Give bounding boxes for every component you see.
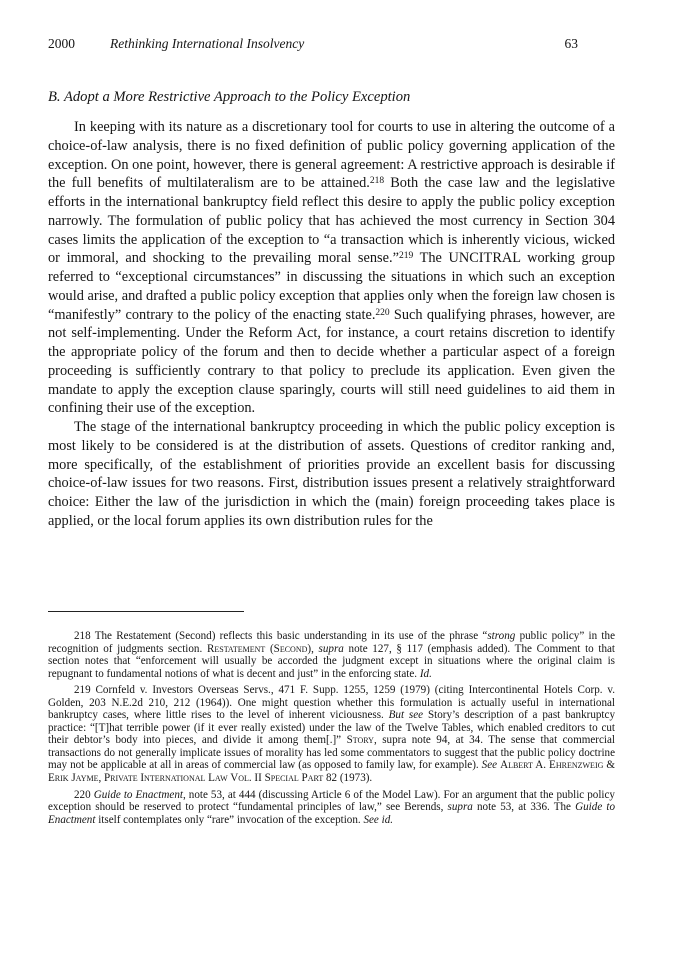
footnote-number: 219 (74, 684, 91, 697)
footnote-text: Cornfeld v. Investors Overseas Servs., 471 F. Supp. 1255, 1259 (1979) (citing Intercontinental Hotels Corp. v. Golden, 203 N.E.2d 210, 212 (1964)). One might question whether this formulation is actually useful in international bankruptcy cases, where little rises to the level of inherent viciousness. (48, 684, 615, 722)
footnote-text: See id. (363, 813, 394, 826)
footnote-219 (48, 684, 615, 784)
section-heading: B. Adopt a More Restrictive Approach to the Policy Exception (48, 89, 411, 105)
footnote-text: , supra note 94, at 34. The sense that commercial transactions do not generally implicate issues of morality has led some commentators to suggest that the public policy doctrine may not be applicable at all in areas of commercial law (as opposed to family law, for example). (48, 734, 615, 772)
body-paragraph-2: The stage of the international bankruptcy proceeding in which the public policy exception is most likely to be considered is at the distribution of assets. Questions of creditor ranking and, more specifically, of the establishment of priorities provide an excellent basis for discussing choice-of-law issues for two reasons. First, distribution issues present a relatively straightforward choice: Either the law of the jurisdiction in which the (main) foreign proceeding takes place is applied, or the local forum applies its own distribution rules for the (48, 419, 615, 529)
footnote-text: See (481, 759, 498, 772)
footnote-citation: Restatement (Second) (206, 642, 312, 655)
footnote-text: 82 (1973). (323, 772, 373, 785)
footnote-text: , (311, 642, 319, 655)
footnote-text: Guide to Enactment (93, 788, 183, 801)
footnote-218 (48, 630, 615, 680)
p1-text-c: The UNCITRAL working group referred to “exceptional circumstances” in discussing the situations in which such an exception would arise, and drafted a public policy exception that applies only when the foreign law chosen is “manifestly” contrary to the policy of the enacting state. (48, 250, 615, 323)
footnote-ref-218: 218 (369, 176, 385, 187)
p1-text-a: In keeping with its nature as a discretionary tool for courts to use in altering the outcome of a choice-of-law analysis, there is no fixed definition of public policy governing application of the exception. On one point, however, there is general agreement: A restrictive approach is desirable if the full benefits of multilateralism are to be attained. (48, 119, 615, 192)
footnote-text: supra (318, 642, 344, 655)
footnote-text: Story’s description of a past bankruptcy practice: “[T]hat terrible power (if it ever really existed) under the law of the Twelve Tables, which enabled creditors to cut their debtor’s body into pieces, and divide it among them[.]” (48, 709, 615, 747)
footnote-ref-219: 219 (398, 251, 414, 262)
footnote-separator (48, 611, 244, 612)
footnote-text: note 127, § 117 (emphasis added). The Comment to that section notes that “enforcement will usually be accorded the judgment except in situations where the original claim is repugnant to fundamental notions of what is decent and just” in the enforcing state. (48, 642, 616, 680)
footnote-text: note 53, at 336. The (472, 801, 576, 814)
footnotes (48, 630, 615, 830)
body-paragraph-1 (48, 118, 615, 418)
header-journal-title: Rethinking International Insolvency (110, 36, 305, 51)
footnote-text: supra (447, 801, 473, 814)
footnote-text: The Restatement (Second) reflects this basic understanding in its use of the phrase “ (90, 630, 488, 642)
footnote-number: 220 (74, 788, 91, 801)
footnote-220 (48, 789, 615, 827)
footnote-citation: Albert A. Ehrenzweig & Erik Jayme, Private International Law Vol. II Special Part (48, 759, 615, 785)
footnote-ref-220: 220 (375, 307, 390, 318)
footnote-text: public policy” in the recognition of judgments section. (48, 630, 615, 655)
footnote-text: itself contemplates only “rare” invocation of the exception. (95, 813, 364, 826)
header-page-number: 63 (564, 36, 578, 51)
body-text (48, 118, 615, 531)
running-header (48, 36, 640, 56)
footnote-text: But see (388, 709, 424, 722)
footnote-citation: Story (346, 734, 374, 747)
header-year: 2000 (48, 36, 75, 51)
p1-text-b: Both the case law and the legislative efforts in the international bankruptcy field reflect this desire to apply the public policy exception narrowly. The formulation of public policy that has achieved the most currency in Section 304 cases limits the application of the exception to “a transaction which is inherently vicious, wicked or immoral, and shocking to the prevailing moral sense.” (48, 175, 615, 267)
footnote-text: strong (487, 630, 516, 642)
footnote-text: , note 53, at 444 (discussing Article 6 of the Model Law). For an argument that the public policy exception should be reserved to protect “fundamental principles of law,” see Berends, (48, 788, 615, 814)
footnote-text: Guide to Enactment (48, 801, 616, 826)
footnote-number: 218 (74, 630, 91, 642)
p1-text-d: Such qualifying phrases, however, are not self-implementing. Under the Reform Act, for instance, a court retains discretion to identify the appropriate policy of the forum and then to decide whether a particular aspect of a foreign proceeding is sufficiently contrary to that policy to preclude its application. Even given the mandate to apply the exception clause sparingly, courts will still need guidelines to aid them in confining their use of the exception. (48, 306, 615, 417)
footnote-text: Id. (419, 667, 432, 680)
